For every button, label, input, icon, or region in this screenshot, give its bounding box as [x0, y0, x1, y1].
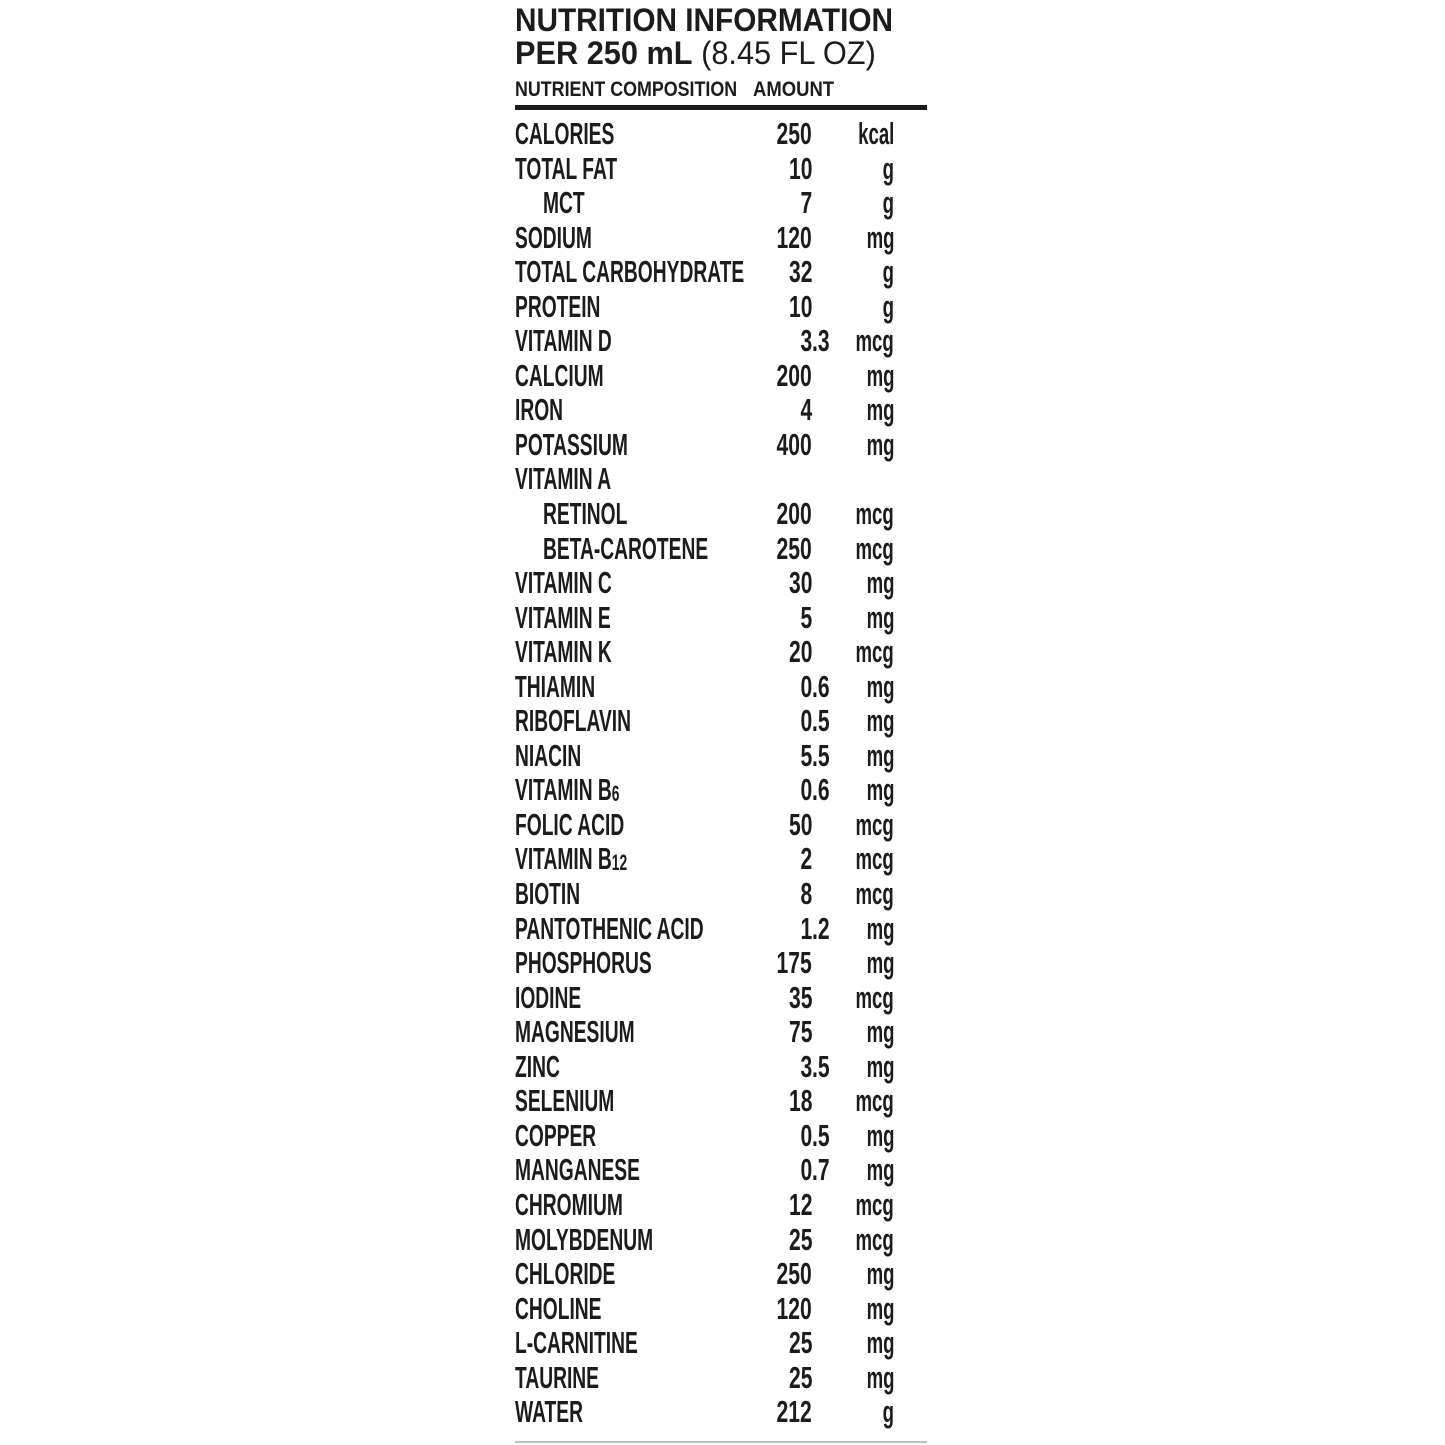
amount-unit: mg	[866, 703, 894, 739]
table-row	[515, 981, 927, 1016]
table-row	[515, 497, 927, 532]
table-row	[515, 428, 927, 463]
nutrient-label: MANGANESE	[515, 1152, 640, 1188]
nutrient-label: IODINE	[515, 979, 582, 1015]
amount-fraction: .2	[812, 910, 830, 946]
amount-unit: mg	[866, 392, 894, 428]
amount-unit: mcg	[855, 841, 894, 877]
amount-value: 35	[788, 979, 812, 1015]
nutrition-table	[515, 117, 927, 1430]
amount-value: 3	[800, 323, 812, 359]
nutrient-label: VITAMIN E	[515, 599, 611, 635]
nutrition-label	[515, 0, 927, 1445]
amount-value: 20	[788, 634, 812, 670]
amount-value: 120	[776, 1290, 812, 1326]
amount-value: 212	[776, 1394, 812, 1430]
amount-unit: mcg	[855, 1221, 894, 1257]
nutrient-label: TOTAL CARBOHYDRATE	[515, 254, 745, 290]
amount-unit: mg	[866, 1256, 894, 1292]
table-row	[515, 1188, 927, 1223]
nutrient-label: PROTEIN	[515, 288, 601, 324]
nutrient-label: NIACIN	[515, 737, 582, 773]
amount-unit: mcg	[855, 530, 894, 566]
amount-value: 7	[800, 185, 812, 221]
table-row	[515, 670, 927, 705]
nutrient-label: CALORIES	[515, 116, 615, 151]
nutrient-label: VITAMIN B6	[515, 772, 620, 808]
table-row	[515, 808, 927, 843]
nutrient-label: SODIUM	[515, 219, 592, 255]
table-row	[515, 704, 927, 739]
nutrient-label: SELENIUM	[515, 1083, 615, 1119]
table-row	[515, 532, 927, 567]
nutrient-label: BETA-CAROTENE	[543, 530, 709, 566]
table-row	[515, 1395, 927, 1430]
nutrient-label: VITAMIN K	[515, 634, 612, 670]
amount-value: 1	[800, 910, 812, 946]
page-title: NUTRITION INFORMATION	[515, 2, 894, 38]
amount-value: 200	[776, 357, 812, 393]
amount-value: 200	[776, 496, 812, 532]
nutrient-label: MAGNESIUM	[515, 1014, 635, 1050]
amount-unit: mg	[866, 1048, 894, 1084]
amount-value: 10	[788, 150, 812, 186]
amount-value: 0	[800, 1152, 812, 1188]
table-row	[515, 946, 927, 981]
amount-unit: mg	[866, 1014, 894, 1050]
column-header-nutrient: NUTRIENT COMPOSITION	[515, 78, 738, 101]
amount-unit: g	[882, 1394, 894, 1430]
nutrient-label: POTASSIUM	[515, 426, 628, 462]
nutrient-label: WATER	[515, 1394, 583, 1430]
table-row	[515, 1257, 927, 1292]
table-row	[515, 462, 927, 497]
amount-unit: mg	[866, 945, 894, 981]
amount-unit: mg	[866, 357, 894, 393]
amount-value: 250	[776, 116, 812, 151]
amount-fraction: .5	[812, 737, 830, 773]
table-row	[515, 1292, 927, 1327]
amount-value: 8	[800, 876, 812, 912]
amount-unit: mg	[866, 599, 894, 635]
amount-value: 50	[788, 806, 812, 842]
amount-value: 75	[788, 1014, 812, 1050]
header-rule	[515, 105, 927, 110]
nutrient-label: VITAMIN C	[515, 565, 612, 601]
amount-value: 5	[800, 599, 812, 635]
amount-unit: mcg	[855, 979, 894, 1015]
nutrient-label: IRON	[515, 392, 564, 428]
amount-unit: kcal	[857, 116, 894, 151]
nutrient-label: VITAMIN D	[515, 323, 612, 359]
amount-value: 25	[788, 1221, 812, 1257]
amount-unit: mcg	[855, 634, 894, 670]
amount-value: 4	[800, 392, 812, 428]
table-row	[515, 1119, 927, 1154]
nutrient-label: RIBOFLAVIN	[515, 703, 632, 739]
amount-value: 175	[776, 945, 812, 981]
table-row	[515, 1153, 927, 1188]
nutrient-label: RETINOL	[543, 496, 628, 532]
table-row	[515, 601, 927, 636]
table-row	[515, 773, 927, 808]
amount-value: 32	[788, 254, 812, 290]
amount-value: 18	[788, 1083, 812, 1119]
amount-fraction: .5	[812, 1117, 830, 1153]
amount-unit: mcg	[855, 1083, 894, 1119]
serving-size-line	[515, 35, 876, 71]
table-row	[515, 393, 927, 428]
nutrient-label: MCT	[543, 185, 585, 221]
nutrient-label: PHOSPHORUS	[515, 945, 652, 981]
table-row	[515, 842, 927, 877]
table-row	[515, 1223, 927, 1258]
nutrient-label: COPPER	[515, 1117, 597, 1153]
amount-value: 0	[800, 668, 812, 704]
table-row	[515, 255, 927, 290]
amount-fraction: .5	[812, 1048, 830, 1084]
nutrient-label: TAURINE	[515, 1359, 600, 1395]
nutrient-label-subscript: 12	[611, 850, 628, 876]
table-row	[515, 117, 927, 152]
amount-value: 0	[800, 703, 812, 739]
amount-unit: mg	[866, 910, 894, 946]
nutrient-label: PANTOTHENIC ACID	[515, 910, 704, 946]
table-row	[515, 566, 927, 601]
nutrient-label: TOTAL FAT	[515, 150, 618, 186]
nutrient-label: VITAMIN A	[515, 461, 612, 497]
nutrient-label: L-CARNITINE	[515, 1325, 638, 1361]
nutrient-label: CHLORIDE	[515, 1256, 616, 1292]
amount-unit: mg	[866, 565, 894, 601]
amount-fraction: .3	[812, 323, 830, 359]
nutrient-label-subscript: 6	[611, 781, 620, 807]
table-row	[515, 290, 927, 325]
amount-unit: mg	[866, 1325, 894, 1361]
nutrient-label: VITAMIN B12	[515, 841, 628, 877]
amount-unit: mg	[866, 1117, 894, 1153]
amount-unit: mg	[866, 1290, 894, 1326]
table-row	[515, 1361, 927, 1396]
amount-unit: mg	[866, 1152, 894, 1188]
amount-unit: mcg	[855, 496, 894, 532]
serving-size-volume: PER 250 mL	[515, 35, 693, 71]
amount-fraction: .5	[812, 703, 830, 739]
amount-value: 5	[800, 737, 812, 773]
table-row	[515, 324, 927, 359]
amount-value: 400	[776, 426, 812, 462]
amount-unit: mcg	[855, 1186, 894, 1222]
amount-fraction: .6	[812, 668, 830, 704]
nutrient-label: BIOTIN	[515, 876, 581, 912]
amount-unit: mcg	[855, 876, 894, 912]
amount-value: 250	[776, 1256, 812, 1292]
nutrient-label: THIAMIN	[515, 668, 596, 704]
table-row	[515, 635, 927, 670]
amount-value: 120	[776, 219, 812, 255]
amount-value: 12	[788, 1186, 812, 1222]
table-row	[515, 739, 927, 774]
table-row	[515, 1015, 927, 1050]
table-header	[515, 77, 927, 103]
amount-value: 0	[800, 1117, 812, 1153]
table-row	[515, 152, 927, 187]
amount-value: 25	[788, 1359, 812, 1395]
table-row	[515, 186, 927, 221]
nutrient-label: CHOLINE	[515, 1290, 602, 1326]
table-row	[515, 221, 927, 256]
table-row	[515, 1050, 927, 1085]
table-row	[515, 359, 927, 394]
amount-value: 2	[800, 841, 812, 877]
nutrient-label: ZINC	[515, 1048, 560, 1084]
nutrient-label: FOLIC ACID	[515, 806, 625, 842]
table-row	[515, 1326, 927, 1361]
amount-unit: mg	[866, 219, 894, 255]
amount-value: 3	[800, 1048, 812, 1084]
table-row	[515, 877, 927, 912]
column-header-amount: AMOUNT	[753, 78, 835, 101]
amount-unit: mg	[866, 772, 894, 808]
amount-unit: g	[882, 185, 894, 221]
amount-unit: mcg	[855, 806, 894, 842]
amount-unit: g	[882, 150, 894, 186]
table-row	[515, 1084, 927, 1119]
nutrient-label: CHROMIUM	[515, 1186, 623, 1222]
amount-unit: mcg	[855, 323, 894, 359]
amount-value: 250	[776, 530, 812, 566]
amount-fraction: .7	[812, 1152, 830, 1188]
amount-value: 10	[788, 288, 812, 324]
amount-value: 30	[788, 565, 812, 601]
amount-fraction: .6	[812, 772, 830, 808]
nutrient-label: MOLYBDENUM	[515, 1221, 654, 1257]
amount-value: 25	[788, 1325, 812, 1361]
amount-unit: mg	[866, 737, 894, 773]
serving-size-floz: (8.45 FL OZ)	[692, 35, 876, 71]
table-row	[515, 912, 927, 947]
amount-unit: g	[882, 288, 894, 324]
bottom-rule	[515, 1441, 927, 1443]
amount-unit: mg	[866, 668, 894, 704]
amount-unit: mg	[866, 1359, 894, 1395]
nutrient-label: CALCIUM	[515, 357, 604, 393]
amount-unit: mg	[866, 426, 894, 462]
amount-value: 0	[800, 772, 812, 808]
amount-unit: g	[882, 254, 894, 290]
